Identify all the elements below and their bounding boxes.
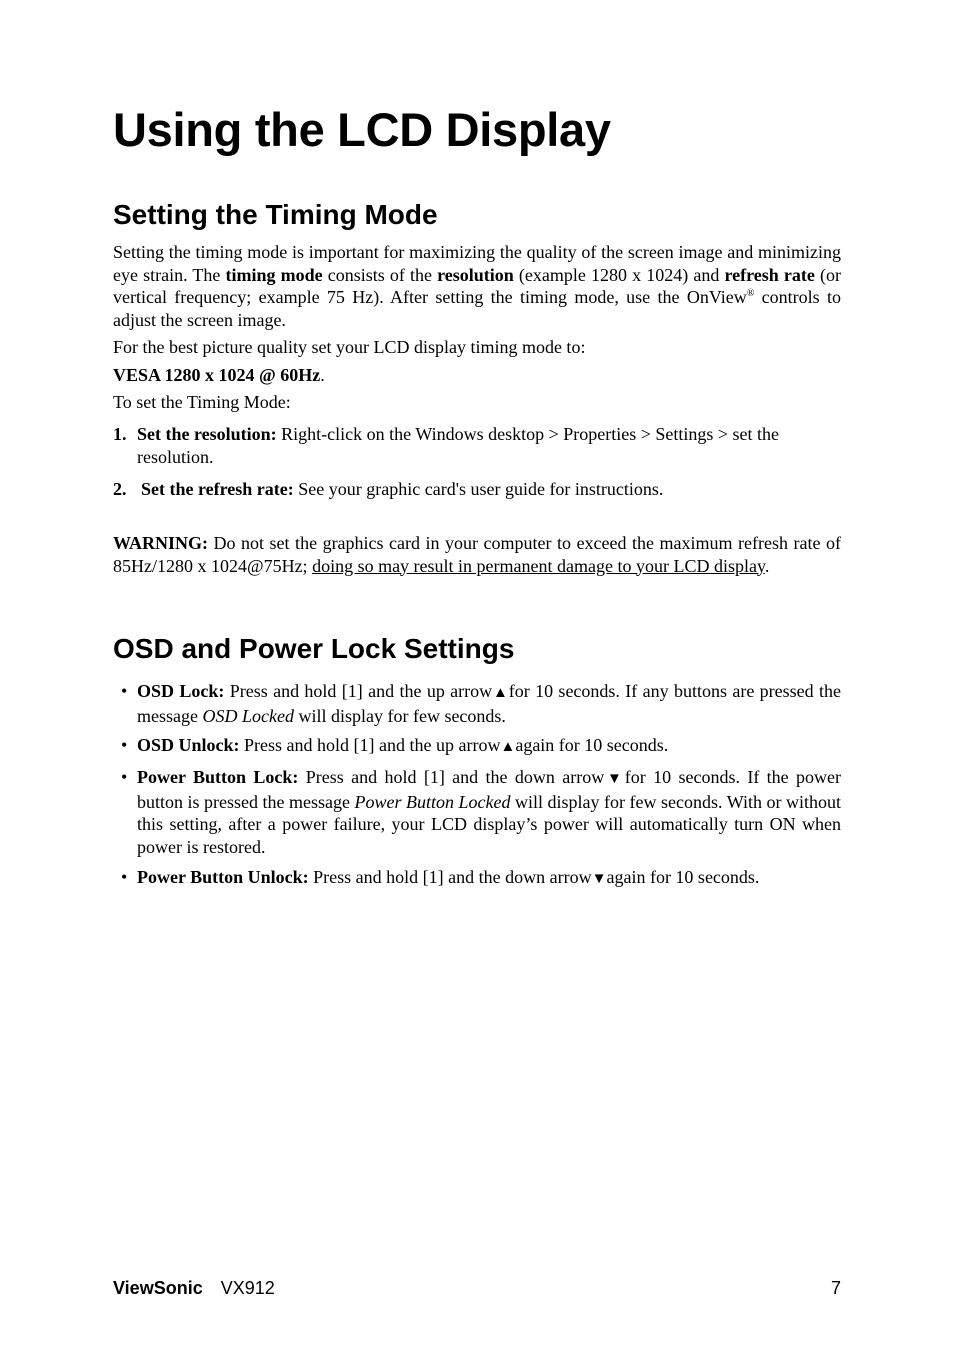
up-arrow-icon: ▲	[492, 685, 509, 701]
message-power-button-locked: Power Button Locked	[354, 791, 511, 812]
bullet-item-power-button-unlock: • Power Button Unlock: Press and hold [1] and the down arrow▼again for 10 seconds.	[121, 867, 760, 887]
footer-brand-model	[113, 1276, 275, 1300]
section-heading-osd-power-lock: OSD and Power Lock Settings	[113, 633, 515, 664]
bullet-item-osd-unlock: • OSD Unlock: Press and hold [1] and the up arrow▲again for 10 seconds.	[121, 735, 669, 755]
step-number: 2.	[113, 479, 127, 499]
page-title: Using the LCD Display	[113, 103, 611, 156]
best-quality-text: For the best picture quality set your LCD display timing mode to:	[113, 337, 586, 357]
term-timing-mode: timing mode	[225, 264, 323, 285]
section-heading-timing-mode: Setting the Timing Mode	[113, 199, 438, 230]
warning-paragraph: WARNING: Do not set the graphics card in your computer to exceed the maximum refresh rate of 85Hz/1280 x 1024@75Hz; doing so may result in permanent damage to your LCD display.	[113, 533, 841, 576]
step-label: Set the resolution:	[137, 424, 277, 444]
footer-model: VX912	[220, 1278, 275, 1298]
step-text: See your graphic card's user guide for instructions.	[293, 479, 664, 499]
term-resolution: resolution	[437, 264, 514, 285]
message-osd-locked: OSD Locked	[202, 705, 294, 726]
bullet-label: Power Button Lock:	[137, 767, 299, 787]
timing-intro-paragraph: Setting the timing mode is important for maximizing the quality of the screen image and minimizing eye strain. The timing mode consists of the resolution (example 1280 x 1024) and refresh rate (or vertical frequency; example 75 Hz). After setting the timing mode, use the OnView® controls to adjust the screen image.	[113, 242, 842, 330]
bullet-item-osd-lock: • OSD Lock: Press and hold [1] and the up arrow▲for 10 seconds. If any buttons are pressed the message OSD Locked will display for few seconds.	[121, 681, 841, 726]
step-text: Right-click on the Windows desktop > Properties > Settings > set the resolution.	[137, 424, 780, 467]
to-set-text: To set the Timing Mode:	[113, 392, 291, 412]
bullet: •	[121, 735, 128, 755]
warning-underlined-text: doing so may result in permanent damage to your LCD display	[312, 555, 765, 576]
vesa-mode-text: VESA 1280 x 1024 @ 60Hz.	[113, 365, 325, 385]
down-arrow-icon: ▼	[591, 871, 607, 887]
step-item-refresh-rate	[113, 478, 841, 501]
bullet: •	[121, 867, 128, 887]
bullet-label: OSD Lock:	[137, 681, 225, 701]
up-arrow-icon: ▲	[500, 739, 516, 755]
down-arrow-icon: ▼	[604, 771, 625, 787]
warning-label: WARNING:	[113, 533, 209, 553]
bullet-label: OSD Unlock:	[137, 735, 240, 755]
footer-brand: ViewSonic	[113, 1278, 203, 1298]
step-item-resolution	[113, 423, 841, 468]
bullet-item-power-button-lock: • Power Button Lock: Press and hold [1] and the down arrow▼for 10 seconds. If the power button is pressed the message Power Button Locked will display for few seconds. With or without this setting, after a power failure, your LCD display’s power will automatically turn ON when power is restored.	[121, 767, 842, 857]
footer-page-number: 7	[830, 1278, 841, 1298]
bullet-label: Power Button Unlock:	[137, 867, 309, 887]
step-label: Set the refresh rate:	[141, 479, 294, 499]
step-number: 1.	[113, 424, 127, 444]
bullet: •	[121, 681, 128, 701]
registered-mark: ®	[746, 288, 755, 299]
term-refresh-rate: refresh rate	[724, 264, 815, 285]
bullet: •	[121, 767, 128, 787]
